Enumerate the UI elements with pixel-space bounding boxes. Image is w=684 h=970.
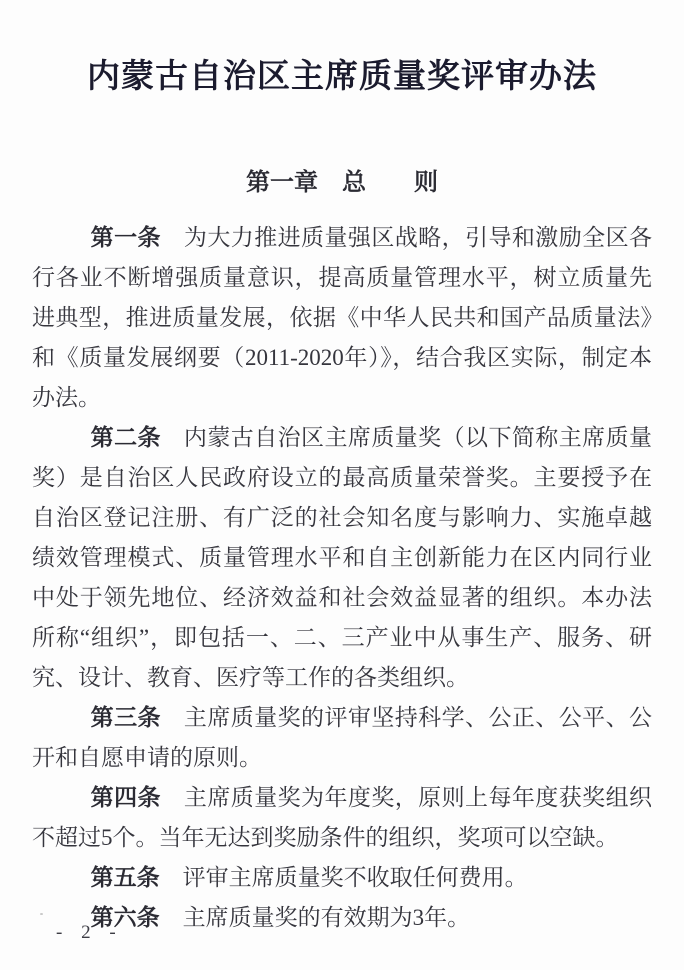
article-5-label: 第五条 xyxy=(90,865,160,890)
article-1-text: 为大力推进质量强区战略，引导和激励全区各行各业不断增强质量意识，提高质量管理水平，树立质量先进典型，推进质量发展，依据《中华人民共和国产品质量法》和《质量发展纲要（2011-2020年）》，结合我区实际，制定本办法。 xyxy=(32,225,653,410)
article-4 xyxy=(32,778,652,858)
article-5 xyxy=(32,858,652,898)
document-title: 内蒙古自治区主席质量奖评审办法 xyxy=(87,59,597,95)
article-5-text: 评审主席质量奖不收取任何费用。 xyxy=(182,865,528,890)
article-6 xyxy=(32,898,652,938)
article-4-label: 第四条 xyxy=(90,785,161,810)
article-3 xyxy=(32,698,652,778)
article-4-text: 主席质量奖为年度奖，原则上每年度获奖组织不超过5个。当年无达到奖励条件的组织，奖项可以空缺。 xyxy=(32,785,653,850)
article-2-label: 第二条 xyxy=(90,425,161,450)
article-6-text: 主席质量奖的有效期为3年。 xyxy=(182,905,471,930)
article-2 xyxy=(32,418,652,698)
article-6-label: 第六条 xyxy=(90,905,160,930)
article-3-label: 第三条 xyxy=(90,705,161,730)
article-1 xyxy=(32,218,652,418)
article-3-text: 主席质量奖的评审坚持科学、公正、公平、公开和自愿申请的原则。 xyxy=(32,705,653,770)
document-body xyxy=(32,218,652,938)
article-1-label: 第一条 xyxy=(90,225,161,250)
scan-speck xyxy=(40,913,43,915)
page-number: - 2 - xyxy=(56,922,123,943)
chapter-heading: 第一章 总 则 xyxy=(246,170,438,196)
article-2-text: 内蒙古自治区主席质量奖（以下简称主席质量奖）是自治区人民政府设立的最高质量荣誉奖。主要授予在自治区登记注册、有广泛的社会知名度与影响力、实施卓越绩效管理模式、质量管理水平和自主创新能力在区内同行业中处于领先地位、经济效益和社会效益显著的组织。本办法所称“组织”，即包括一、二、三产业中从事生产、服务、研究、设计、教育、医疗等工作的各类组织。 xyxy=(32,425,653,690)
